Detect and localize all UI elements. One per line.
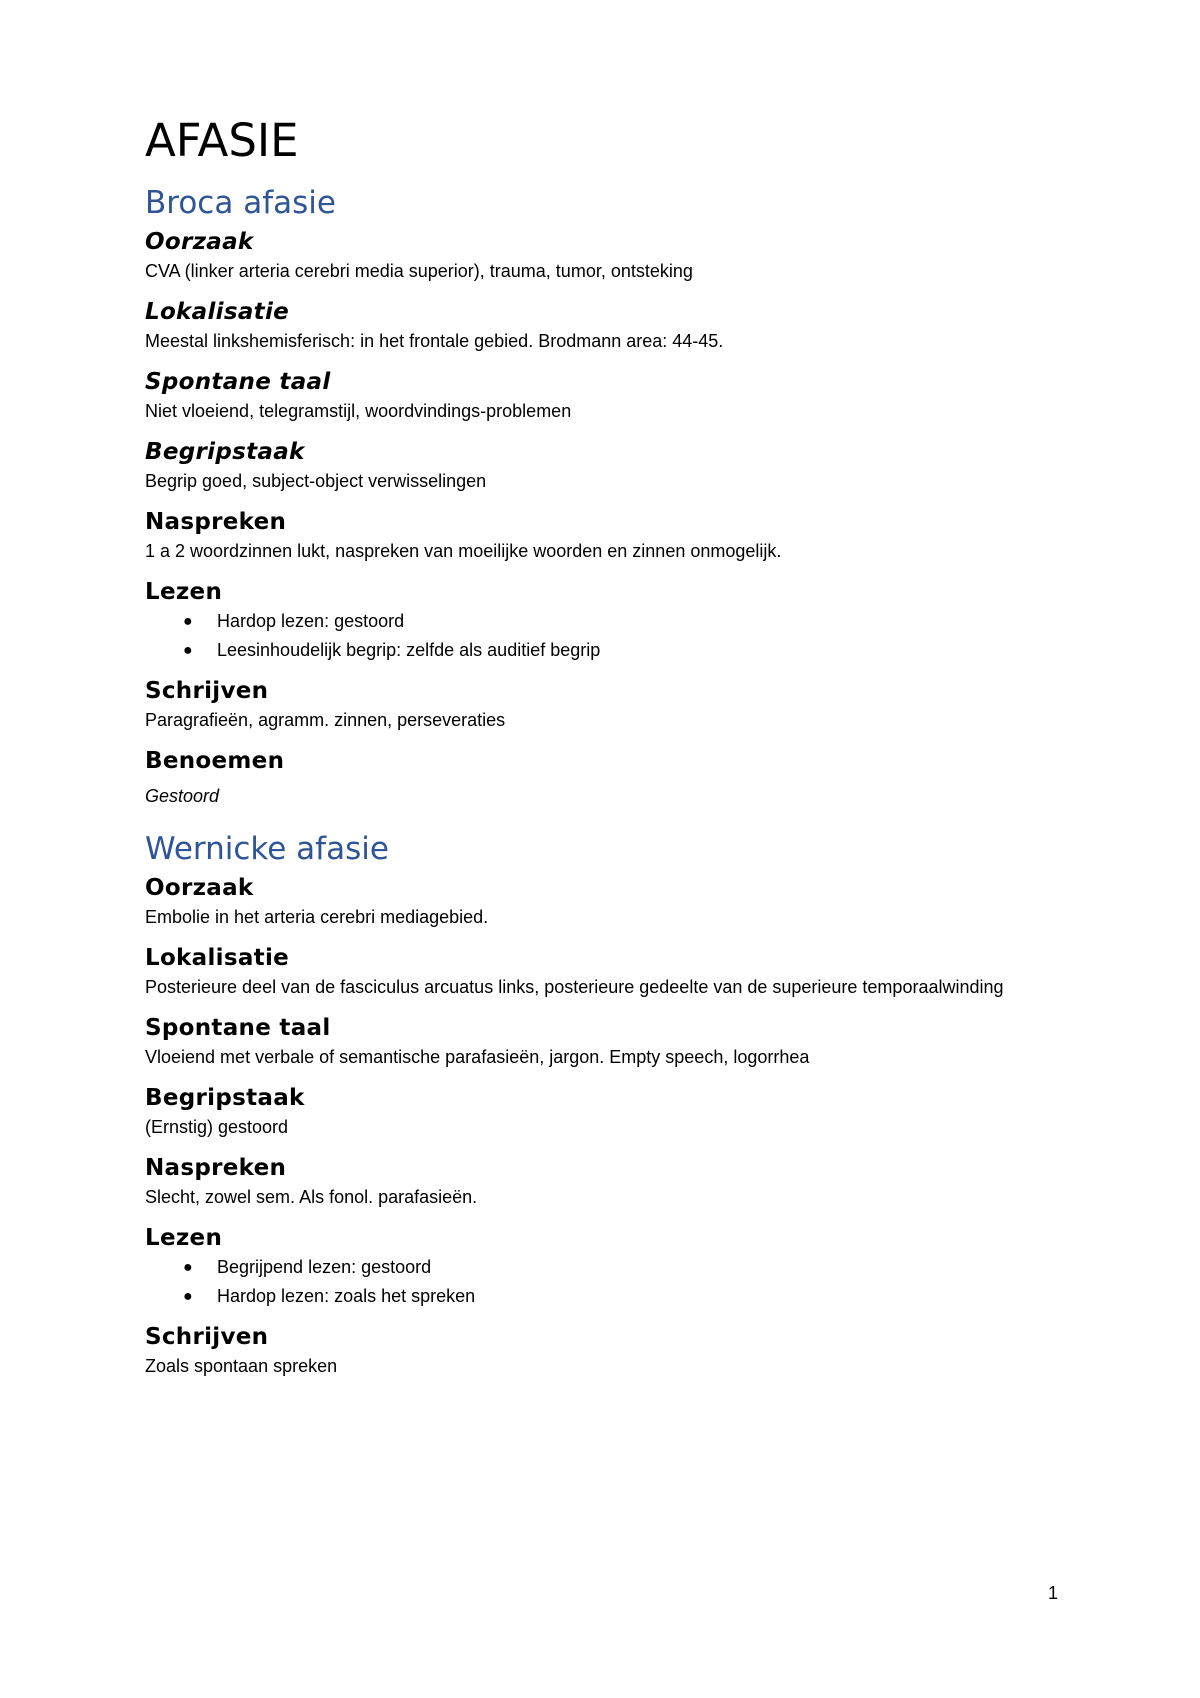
wernicke-naspreken-text: Slecht, zowel sem. Als fonol. parafasieën.: [145, 1187, 478, 1207]
document-title: AFASIE: [145, 114, 299, 167]
list-item: [145, 1253, 1065, 1282]
broca-naspreken-heading: Naspreken: [145, 509, 287, 535]
wernicke-lezen-heading: Lezen: [145, 1225, 223, 1251]
list-item-text: Hardop lezen: zoals het spreken: [217, 1286, 476, 1306]
broca-schrijven-heading: Schrijven: [145, 678, 269, 704]
broca-oorzaak-heading: Oorzaak: [145, 229, 254, 255]
wernicke-oorzaak-text: Embolie in het arteria cerebri mediagebied.: [145, 907, 489, 927]
bullet-icon: ●: [183, 1288, 193, 1305]
broca-benoemen-text: Gestoord: [145, 786, 220, 806]
wernicke-schrijven-heading: Schrijven: [145, 1324, 269, 1350]
page-number: 1: [1048, 1583, 1059, 1603]
wernicke-naspreken-heading: Naspreken: [145, 1155, 287, 1181]
bullet-icon: ●: [183, 613, 193, 630]
wernicke-spontane-taal-heading: Spontane taal: [145, 1015, 331, 1041]
wernicke-lezen-list: [145, 1253, 1065, 1311]
section-heading-broca: Broca afasie: [145, 185, 336, 221]
wernicke-schrijven-text: Zoals spontaan spreken: [145, 1356, 338, 1376]
bullet-icon: ●: [183, 642, 193, 659]
broca-begripstaak-heading: Begripstaak: [145, 439, 305, 465]
bullet-icon: ●: [183, 1259, 193, 1276]
list-item-text: Hardop lezen: gestoord: [217, 611, 405, 631]
broca-schrijven-text: Paragrafieën, agramm. zinnen, perseveraties: [145, 710, 506, 730]
list-item: [145, 636, 1065, 665]
section-heading-wernicke: Wernicke afasie: [145, 831, 389, 867]
wernicke-lokalisatie-heading: Lokalisatie: [145, 945, 290, 971]
broca-lokalisatie-heading: Lokalisatie: [145, 299, 290, 325]
list-item-text: Leesinhoudelijk begrip: zelfde als auditief begrip: [217, 640, 601, 660]
broca-naspreken-text: 1 a 2 woordzinnen lukt, naspreken van moeilijke woorden en zinnen onmogelijk.: [145, 541, 782, 561]
wernicke-lokalisatie-text: Posterieure deel van de fasciculus arcuatus links, posterieure gedeelte van de superieure temporaalwinding: [145, 977, 1004, 997]
wernicke-begripstaak-text: (Ernstig) gestoord: [145, 1117, 289, 1137]
broca-lezen-list: [145, 607, 1065, 665]
document-content: [145, 112, 1065, 1392]
list-item-text: Begrijpend lezen: gestoord: [217, 1257, 432, 1277]
broca-oorzaak-text: CVA (linker arteria cerebri media superior), trauma, tumor, ontsteking: [145, 261, 693, 281]
list-item: [145, 1282, 1065, 1311]
list-item: [145, 607, 1065, 636]
broca-spontane-taal-heading: Spontane taal: [145, 369, 331, 395]
broca-benoemen-heading: Benoemen: [145, 748, 285, 774]
broca-begripstaak-text: Begrip goed, subject-object verwisselingen: [145, 471, 487, 491]
wernicke-begripstaak-heading: Begripstaak: [145, 1085, 305, 1111]
broca-spontane-taal-text: Niet vloeiend, telegramstijl, woordvindings-problemen: [145, 401, 572, 421]
broca-lokalisatie-text: Meestal linkshemisferisch: in het frontale gebied. Brodmann area: 44-45.: [145, 331, 724, 351]
wernicke-spontane-taal-text: Vloeiend met verbale of semantische parafasieën, jargon. Empty speech, logorrhea: [145, 1047, 810, 1067]
broca-lezen-heading: Lezen: [145, 579, 223, 605]
wernicke-oorzaak-heading: Oorzaak: [145, 875, 254, 901]
